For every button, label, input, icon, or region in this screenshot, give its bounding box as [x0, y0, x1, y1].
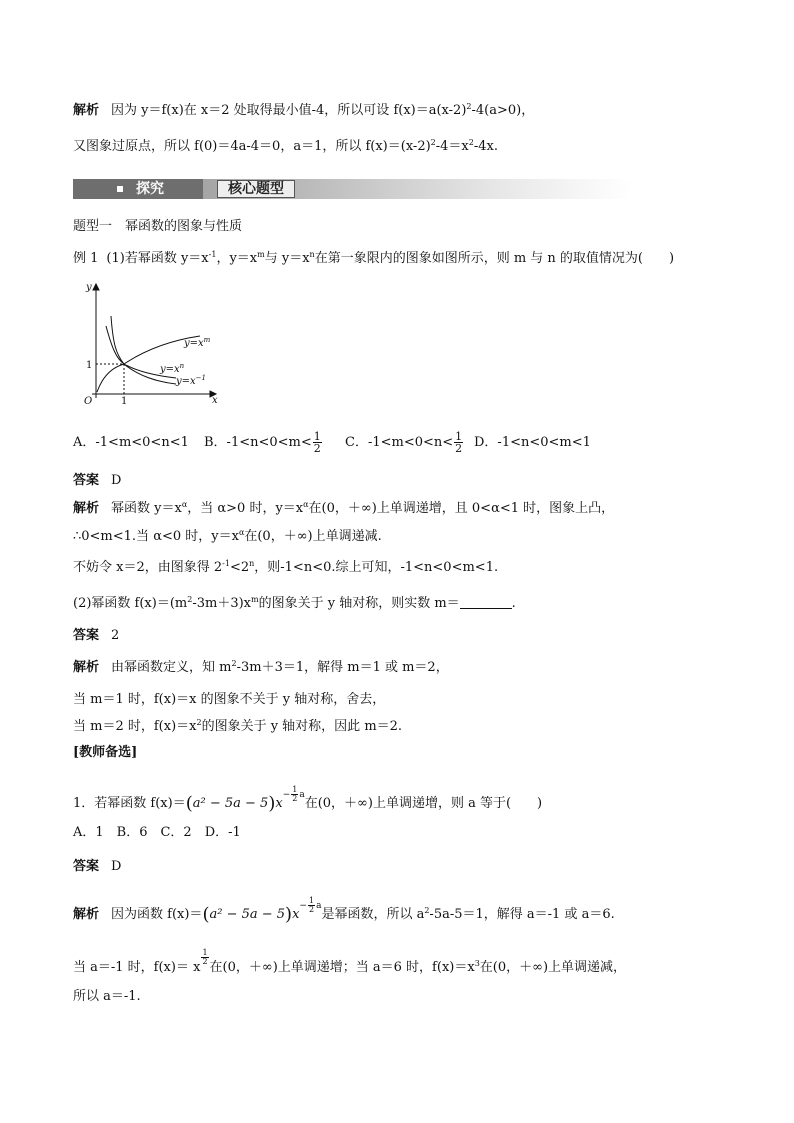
- answer-blank: [460, 596, 512, 609]
- question-2: (2)幂函数 $f(x)=(m^2-3m+3)x^m$的图象关于 y 轴对称，则实数 m＝ .: [73, 595, 516, 611]
- backup-options: A．1 B．6 C．2 D．-1: [73, 825, 241, 840]
- banner-title: 探究: [136, 181, 164, 197]
- curve-m-label: $y=x^m$: [184, 336, 211, 349]
- banner-subtitle: 核心题型: [217, 180, 295, 198]
- analysis-1-line-1: 解析 幂函数 $y=x^\alpha$，当 α>0 时，$y=x^\alpha$在(0，＋∞)上单调递增，且 0<α<1 时，图象上凸，: [73, 500, 615, 516]
- curve-inv-label: $y=x^{-1}$: [176, 374, 206, 387]
- analysis-2-line-2: 当 m＝1 时，f(x)＝x 的图象不关于 y 轴对称，舍去，: [73, 692, 386, 707]
- analysis-2-line-1: 解析 由幂函数定义，知 $m^2-3m+3=1$，解得 m＝1 或 m＝2，: [73, 659, 449, 675]
- backup-analysis-line-1: 解析 因为函数 f(x)＝(a² − 5a − 5)x− $\frac{1}{2}$ a是幂函数，所以 $a^2-5a-5=1$，解得 a＝-1 或 a＝6.: [73, 891, 615, 930]
- analysis-label: 解析: [73, 103, 100, 118]
- answer-1: 答案 D: [73, 473, 122, 488]
- section-banner: [73, 179, 632, 199]
- option-d: D．-1<n<0<m<1: [474, 435, 591, 450]
- prev-solution-line-2: 又图象过原点，所以 f(0)＝4a-4＝0，a＝1，所以 $f(x)=(x-2)^2-4=x^2-4x$.: [73, 138, 498, 154]
- prev-solution-line-1: 解析 因为 y＝f(x)在 x＝2 处取得最小值-4，所以可设 $f(x)=a(x-2)^2-4(a>0)$，: [73, 102, 535, 118]
- analysis-1-line-3: 不妨令 x＝2，由图象得 $2^{-1}<2^n$，则-1<n<0.综上可知，-1<n<0<m<1.: [73, 559, 499, 575]
- exponent-half: $\frac{1}{2}$: [202, 948, 208, 966]
- backup-analysis-line-2: 当 a＝-1 时，f(x)＝ x $\frac{1}{2}$ 在(0，＋∞)上单调递增；当 a＝6 时，$f(x)=x^3$在(0，＋∞)上单调递减，: [73, 943, 626, 983]
- y-axis-arrow: [93, 284, 99, 290]
- y-axis-label: y: [86, 282, 92, 293]
- analysis-2-line-3: 当 m＝2 时，$f(x)=x^2$的图象关于 y 轴对称，因此 m＝2.: [73, 718, 403, 734]
- tick-x-label: 1: [121, 396, 128, 407]
- answer-2: 答案 2: [73, 628, 120, 643]
- section-title: 题型一 幂函数的图象与性质: [73, 219, 243, 234]
- exponent: − $\frac{1}{2}$ a: [299, 896, 322, 914]
- option-b: B．-1<n<0<m< $\frac{1}{2}$: [204, 430, 321, 455]
- analysis-1-line-2: ∴0<m<1.当 α<0 时，$y=x^\alpha$在(0，＋∞)上单调递减.: [73, 528, 382, 544]
- exponent: − $\frac{1}{2}$ a: [282, 785, 305, 803]
- bullet-icon: [117, 186, 123, 192]
- x-axis-label: x: [212, 395, 218, 406]
- example1-question: 例 1 (1)若幂函数 $y=x^{-1}$，$y=x^m$与 $y=x^n$在第一象限内的图象如图所示，则 m 与 n 的取值情况为( ): [73, 250, 675, 266]
- origin-label: O: [84, 396, 93, 407]
- teacher-backup-label: [教师备选]: [73, 745, 138, 760]
- fraction-half: $\frac{1}{2}$: [455, 430, 463, 455]
- backup-analysis-line-3: 所以 a＝-1.: [73, 989, 141, 1004]
- curve-n-label: $y=x^n$: [160, 362, 185, 375]
- option-c: C．-1<m<0<n< $\frac{1}{2}$: [345, 430, 463, 455]
- backup-question: 1．若幂函数 f(x)＝(a² − 5a − 5)x− $\frac{1}{2}$ a在(0，＋∞)上单调递增，则 a 等于( ): [73, 780, 542, 819]
- power-function-graph: [78, 278, 228, 408]
- backup-answer: 答案 D: [73, 859, 122, 874]
- tick-y-label: 1: [86, 360, 93, 371]
- example-label: 例 1: [73, 251, 99, 266]
- option-a: A．-1<m<0<n<1: [73, 435, 189, 450]
- fraction-half: $\frac{1}{2}$: [313, 430, 321, 455]
